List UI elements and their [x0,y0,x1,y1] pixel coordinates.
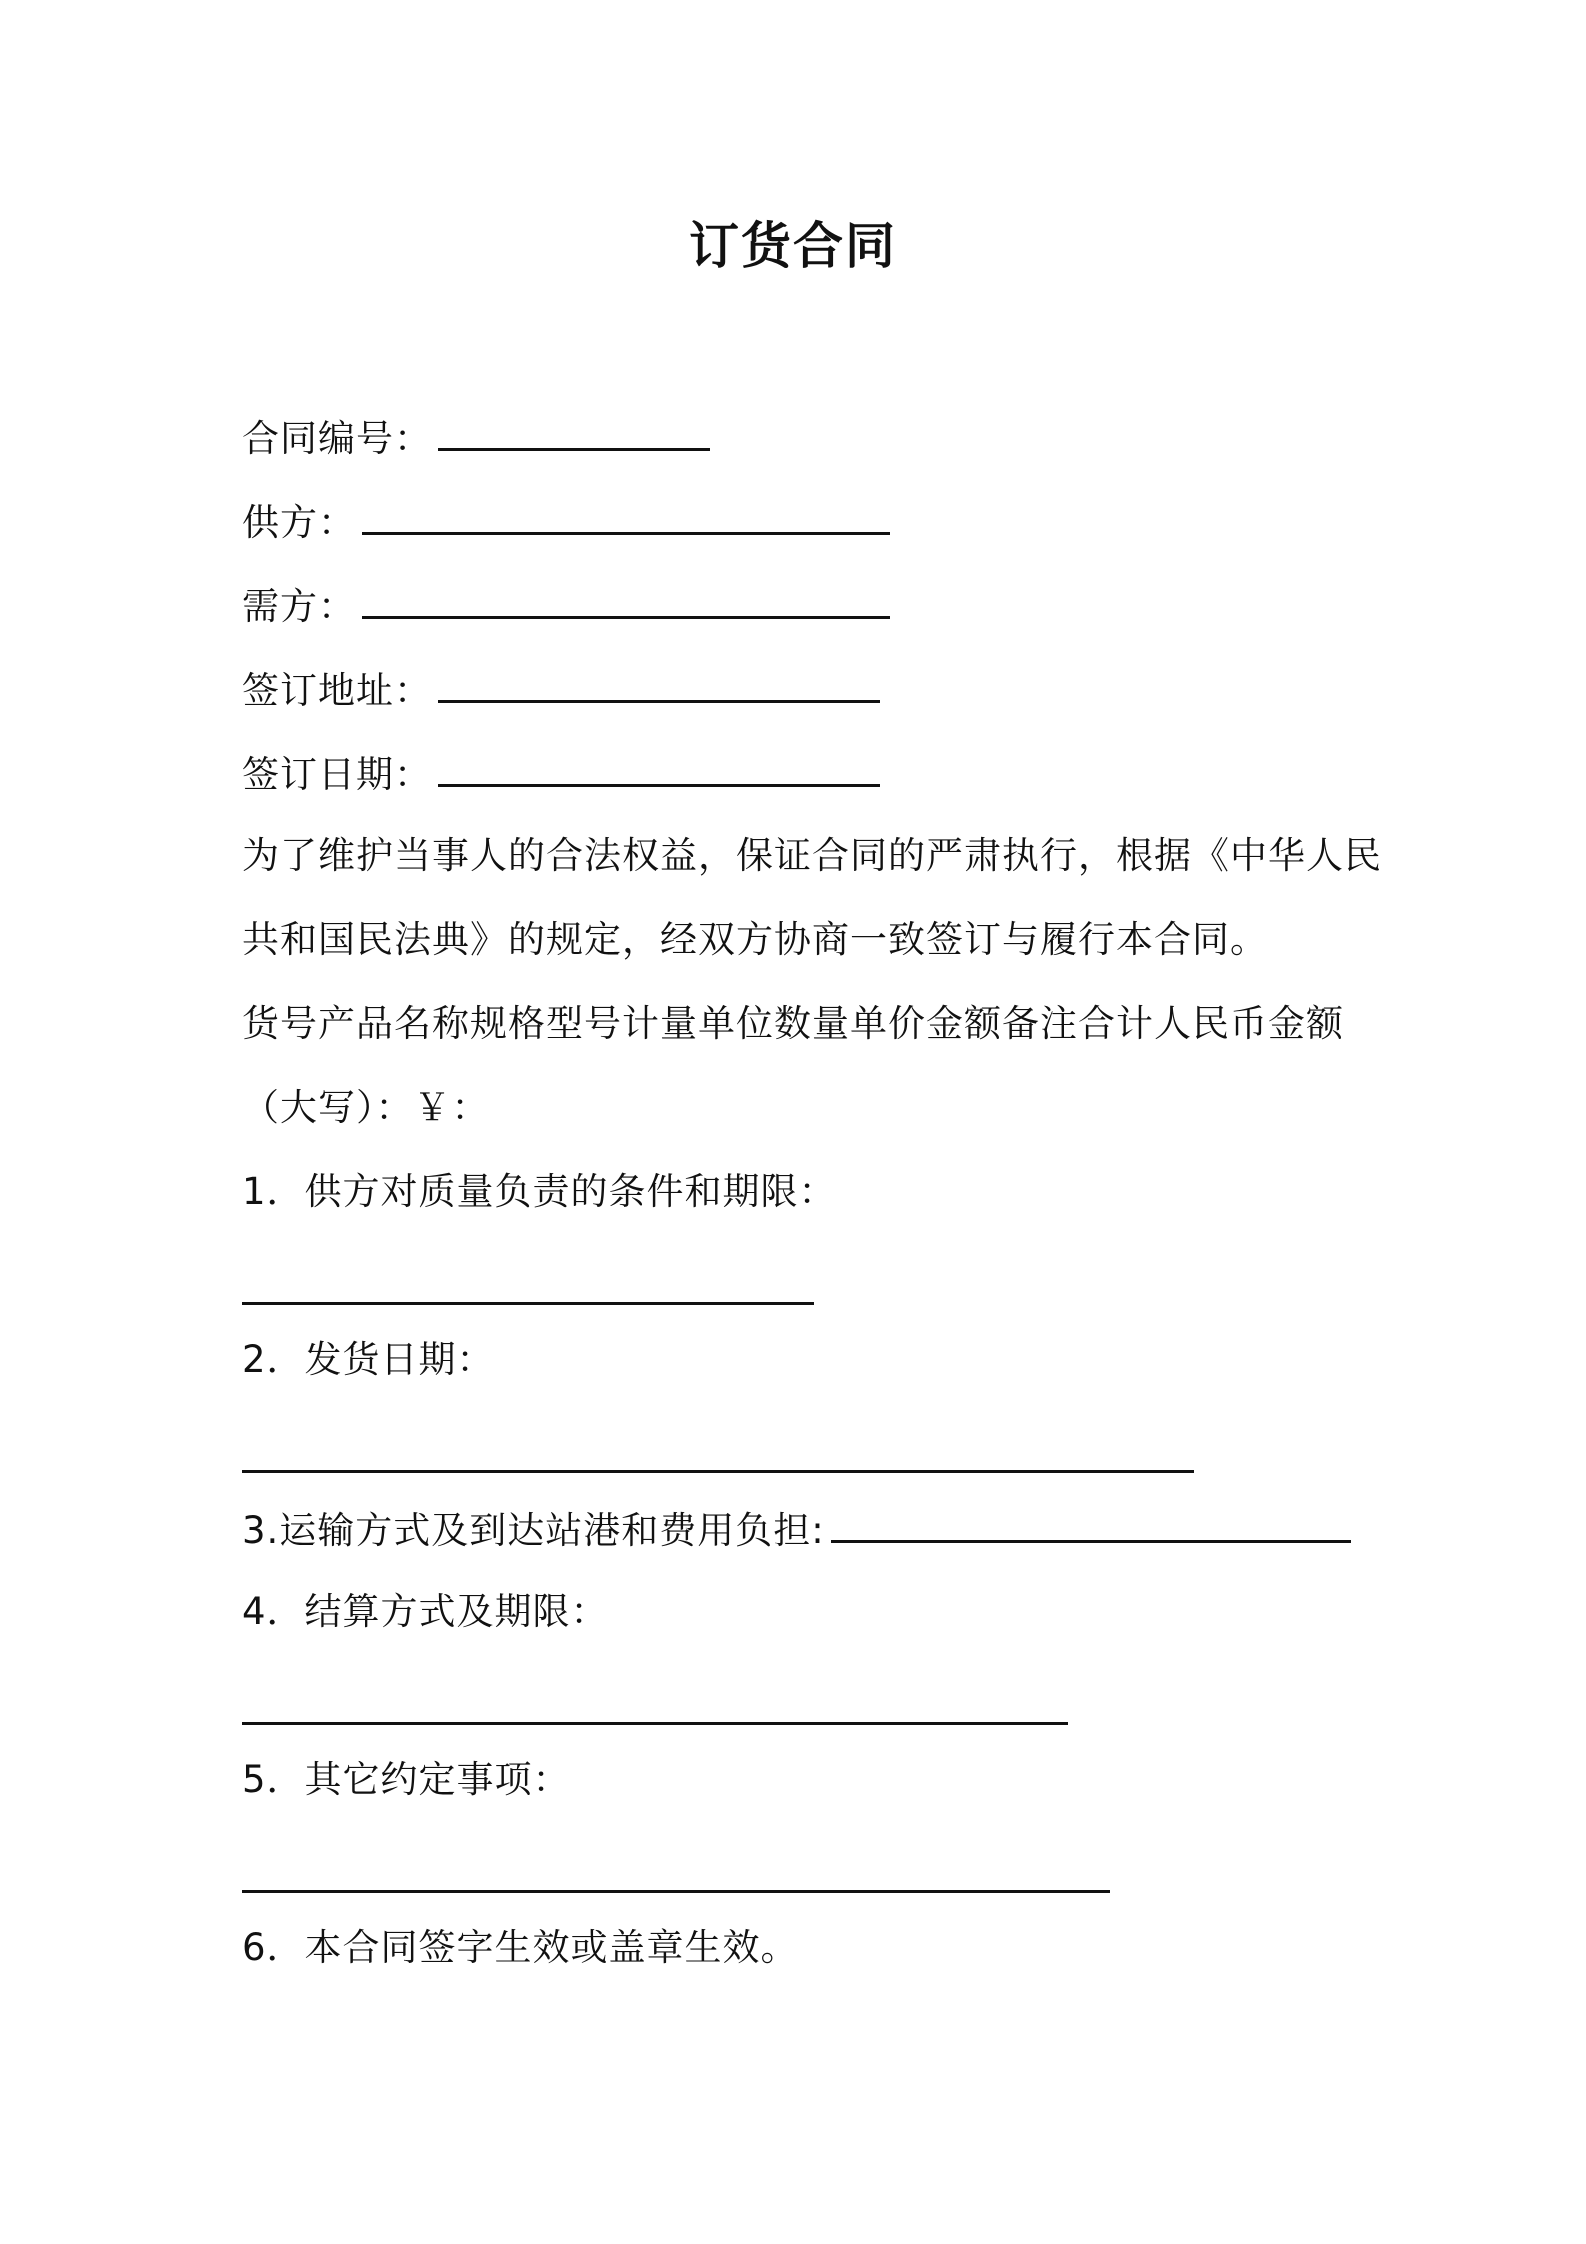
clause-3: 3.运输方式及到达站港和费用负担: [242,1509,825,1552]
preamble-line-1: 为了维护当事人的合法权益，保证合同的严肃执行，根据《中华人民 [242,834,1382,877]
clause-6: 6．本合同签字生效或盖章生效。 [242,1926,799,1969]
clause-2-blank[interactable] [242,1468,1194,1473]
table-header-line-2: （大写）：￥： [242,1086,490,1129]
clause-4-blank[interactable] [242,1720,1068,1725]
sign-address-label: 签订地址： [242,669,432,712]
sign-address-blank[interactable] [438,664,880,703]
contract-number-blank[interactable] [438,412,710,451]
contract-number-label: 合同编号： [242,417,432,460]
clause-1-blank[interactable] [242,1300,814,1305]
document-title: 订货合同 [689,217,897,275]
buyer-label: 需方： [242,585,356,628]
sign-date-blank[interactable] [438,748,880,787]
clause-1: 1．供方对质量负责的条件和期限： [242,1170,837,1213]
supplier-blank[interactable] [362,496,890,535]
clause-4: 4．结算方式及期限： [242,1590,609,1633]
clause-2: 2．发货日期： [242,1338,495,1381]
sign-date-row [242,748,880,799]
buyer-row [242,580,890,631]
clause-5: 5．其它约定事项： [242,1758,571,1801]
supplier-label: 供方： [242,501,356,544]
contract-number-row [242,412,710,463]
clause-5-blank[interactable] [242,1888,1110,1893]
preamble-line-2: 共和国民法典》的规定，经双方协商一致签订与履行本合同。 [242,918,1268,961]
supplier-row [242,496,890,547]
sign-address-row [242,664,880,715]
sign-date-label: 签订日期： [242,753,432,796]
buyer-blank[interactable] [362,580,890,619]
table-header-line-1: 货号产品名称规格型号计量单位数量单价金额备注合计人民币金额 [242,1002,1344,1045]
clause-3-row [242,1504,1351,1555]
clause-3-blank[interactable] [831,1504,1351,1543]
